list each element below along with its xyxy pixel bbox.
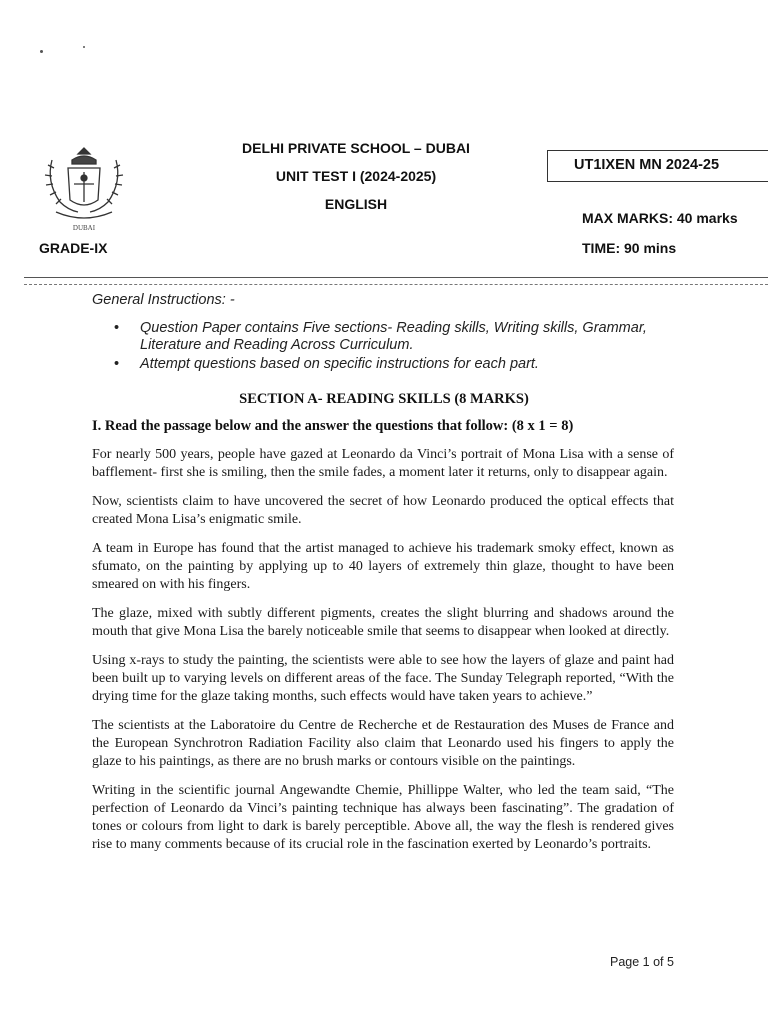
grade-label: GRADE-IX bbox=[39, 240, 108, 256]
paper-code: UT1IXEN MN 2024-25 bbox=[574, 157, 720, 173]
exam-title: UNIT TEST I (2024-2025) bbox=[275, 168, 437, 184]
header-divider-dotted bbox=[24, 284, 768, 285]
time-allowed: TIME: 90 mins bbox=[582, 240, 677, 256]
passage-paragraph: For nearly 500 years, people have gazed at Leonardo da Vinci’s portrait of Mona Lisa with a sense of bafflement- first she is smiling, then the smile fades, a moment later it returns, only to disappear again. bbox=[92, 447, 674, 480]
passage-paragraph: Writing in the scientific journal Angewandte Chemie, Phillippe Walter, who led the team said, “The perfection of Leonardo da Vinci’s painting technique has always been fascinating”. The gradation of tones or colours from light to dark is barely perceptible. Above all, the way the flesh is rendered gives rise to many comments because of its crucial role in the fascination exerted by Leonardo’s portraits. bbox=[92, 783, 674, 852]
instruction-item: • Question Paper contains Five sections- Reading skills, Writing skills, Grammar, Literature and Reading Across Curriculum. bbox=[112, 320, 692, 354]
logo-caption: DUBAI bbox=[72, 224, 96, 232]
passage-paragraph: A team in Europe has found that the artist managed to achieve his trademark smoky effect, known as sfumato, on the painting by applying up to 40 layers of extremely thin glaze, thought to have been smeared on with his fingers. bbox=[92, 541, 674, 592]
scan-speck bbox=[83, 46, 85, 48]
passage-paragraph: Now, scientists claim to have uncovered the secret of how Leonardo produced the optical effects that created Mona Lisa’s enigmatic smile. bbox=[92, 494, 674, 527]
instruction-item: • Attempt questions based on specific instructions for each part. bbox=[112, 356, 692, 373]
general-instructions-title: General Instructions: - bbox=[92, 292, 235, 308]
school-name: DELHI PRIVATE SCHOOL – DUBAI bbox=[242, 140, 470, 156]
passage-paragraph: The scientists at the Laboratoire du Centre de Recherche et de Restauration des Muses de France and the European Synchrotron Radiation Facility also claim that Leonardo used his fingers to apply the glaze to his paintings, as there are no brush marks or contours visible on the paintings. bbox=[92, 718, 674, 769]
subject-title: ENGLISH bbox=[324, 196, 388, 212]
passage-paragraph: Using x-rays to study the painting, the scientists were able to see how the layers of glaze and paint had been built up to varying levels on different areas of the face. The Sunday Telegraph reported, “With the drying time for the glaze taking months, such effects would have taken years to achieve.” bbox=[92, 653, 674, 704]
reading-passage bbox=[92, 446, 674, 865]
page-number: Page 1 of 5 bbox=[610, 955, 674, 969]
max-marks: MAX MARKS: 40 marks bbox=[582, 210, 738, 226]
scan-speck bbox=[40, 50, 43, 53]
passage-paragraph: The glaze, mixed with subtly different pigments, creates the slight blurring and shadows around the mouth that give Mona Lisa the barely noticeable smile that seems to disappear when looked at directly. bbox=[92, 606, 674, 639]
question-heading: I. Read the passage below and the answer the questions that follow: (8 x 1 = 8) bbox=[92, 418, 574, 434]
section-heading: SECTION A- READING SKILLS (8 MARKS) bbox=[239, 391, 529, 407]
header-divider bbox=[24, 277, 768, 278]
general-instructions-list bbox=[112, 320, 692, 375]
